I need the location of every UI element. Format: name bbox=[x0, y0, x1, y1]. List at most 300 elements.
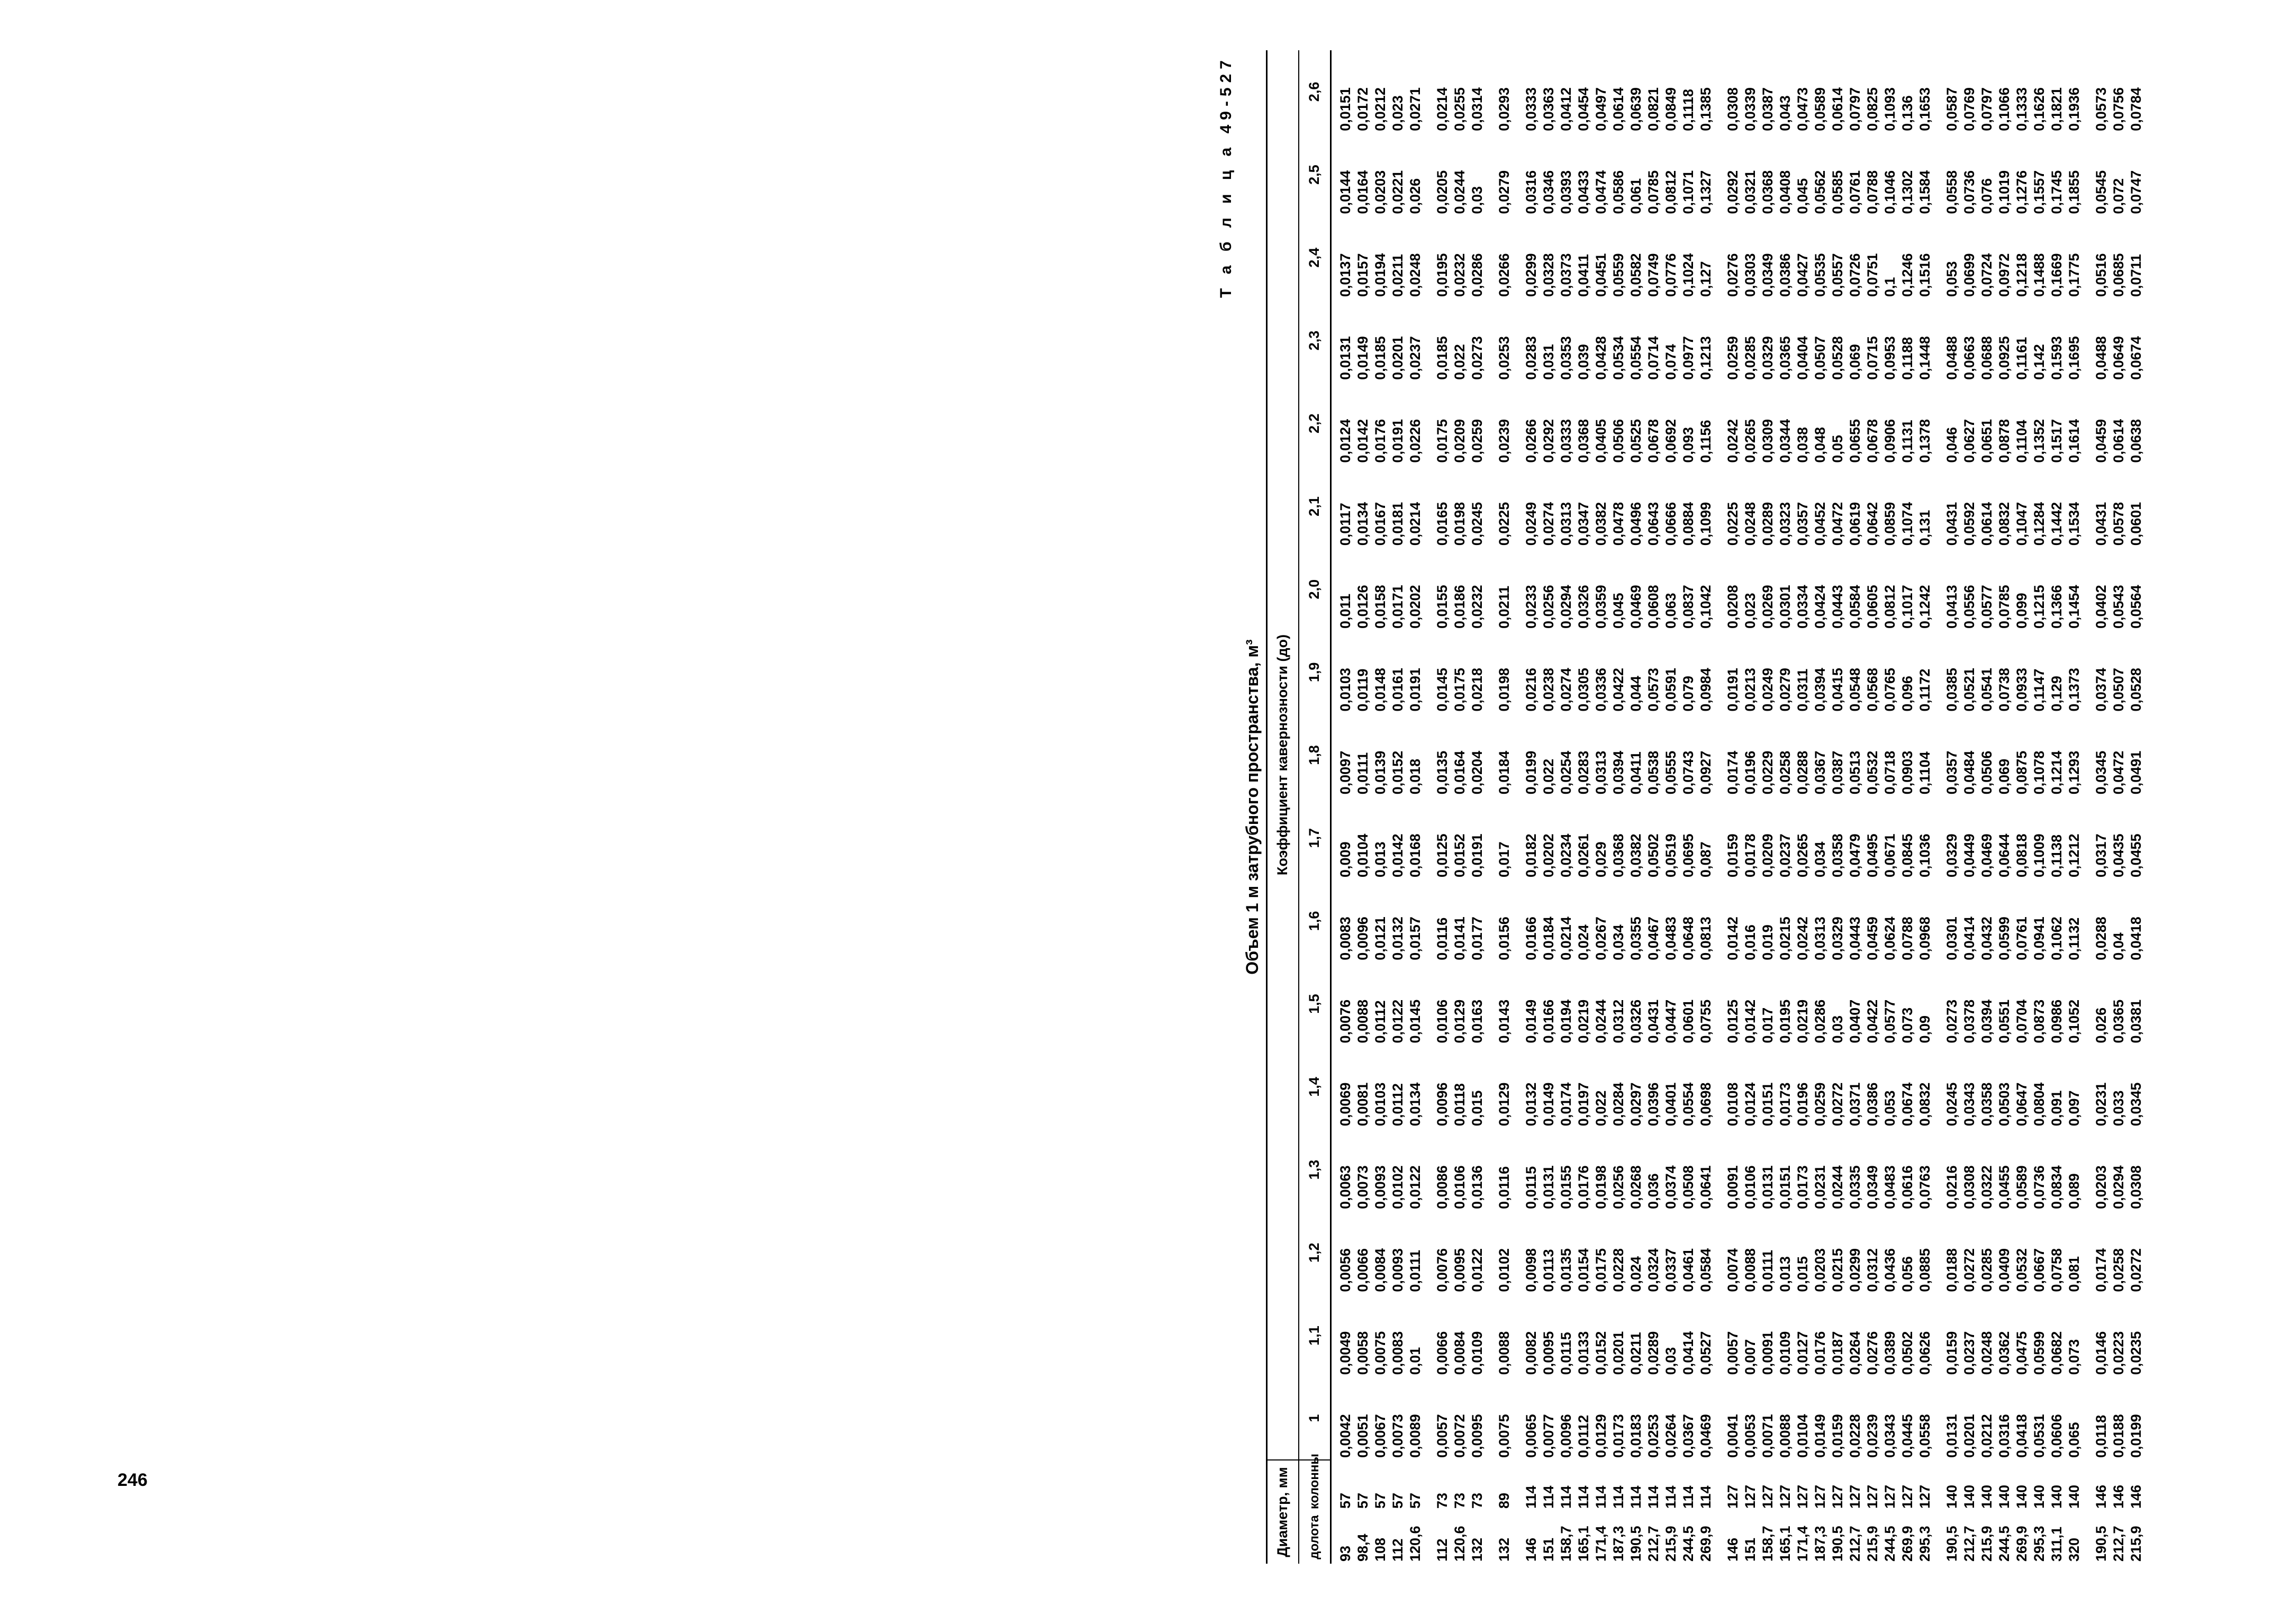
volume-cell: 0,0115 bbox=[1523, 1166, 1539, 1209]
volume-cell: 0,0171 bbox=[1390, 585, 1406, 629]
volume-cell: 0,1131 bbox=[1899, 420, 1915, 463]
coefficient-header: 1,4 bbox=[1299, 1045, 1331, 1128]
volume-cell: 0,0151 bbox=[1777, 1165, 1793, 1209]
volume-cell: 0,0584 bbox=[1847, 585, 1863, 629]
volume-cell: 0,026 bbox=[1407, 178, 1423, 214]
volume-cell: 0,0266 bbox=[1523, 419, 1539, 463]
volume-cell: 0,0527 bbox=[1698, 1331, 1714, 1375]
bit-diameter-cell: 212,7 bbox=[1645, 1526, 1661, 1562]
bit-diameter-cell: 171,4 bbox=[1795, 1526, 1811, 1562]
volume-cell: 0,0927 bbox=[1698, 750, 1714, 795]
coefficient-header: 1,8 bbox=[1299, 714, 1331, 797]
volume-cell: 0,1821 bbox=[2049, 87, 2065, 131]
volume-cell: 0,0333 bbox=[1558, 419, 1574, 463]
volume-cell: 0,0497 bbox=[1593, 87, 1609, 131]
volume-cell: 0,0042 bbox=[1337, 1414, 1353, 1458]
volume-cell: 0,036 bbox=[1645, 1173, 1661, 1209]
volume-cell: 0,0069 bbox=[1337, 1082, 1353, 1127]
volume-cell: 0,0116 bbox=[1496, 1166, 1512, 1209]
volume-cell: 0,0197 bbox=[1576, 1082, 1591, 1127]
volume-cell: 0,0345 bbox=[2093, 750, 2109, 795]
volume-cell: 0,0134 bbox=[1407, 1082, 1423, 1127]
volume-cell: 0,0129 bbox=[1496, 1082, 1512, 1127]
volume-cell: 0,1047 bbox=[2014, 502, 2030, 546]
bit-diameter-cell: 112 bbox=[1390, 1538, 1406, 1562]
table-row bbox=[1680, 50, 1697, 1564]
volume-cell: 0,0381 bbox=[2128, 999, 2144, 1044]
volume-cell: 0,0726 bbox=[1847, 253, 1863, 297]
volume-cell: 0,1366 bbox=[2049, 585, 2065, 629]
bit-diameter-cell: 187,3 bbox=[1610, 1526, 1626, 1562]
volume-cell: 0,0755 bbox=[1698, 999, 1714, 1044]
volume-cell: 0,024 bbox=[1576, 924, 1591, 960]
volume-cell: 0,1352 bbox=[2031, 419, 2047, 463]
volume-cell: 0,0614 bbox=[1830, 87, 1845, 131]
volume-cell: 0,0261 bbox=[1576, 833, 1591, 878]
volume-cell: 0,0587 bbox=[1944, 87, 1960, 131]
volume-cell: 0,0311 bbox=[1795, 668, 1811, 712]
volume-cell: 0,05 bbox=[1830, 435, 1845, 463]
volume-cell: 0,1246 bbox=[1899, 253, 1915, 297]
volume-cell: 0,0274 bbox=[1558, 668, 1574, 712]
volume-cell: 0,0173 bbox=[1777, 1082, 1793, 1127]
bit-diameter-cell: 151 bbox=[1742, 1537, 1758, 1562]
volume-cell: 0,0253 bbox=[1645, 1414, 1661, 1458]
volume-cell: 0,1188 bbox=[1899, 337, 1915, 380]
volume-cell: 0,0229 bbox=[1760, 750, 1776, 795]
volume-cell: 0,0187 bbox=[1830, 1331, 1845, 1375]
volume-cell: 0,0797 bbox=[1847, 87, 1863, 131]
volume-cell: 0,0226 bbox=[1407, 419, 1423, 463]
column-diameter-cell: 127 bbox=[1864, 1484, 1880, 1509]
coefficient-header: 1,9 bbox=[1299, 631, 1331, 714]
volume-cell: 0,0362 bbox=[1996, 1331, 2012, 1375]
volume-cell: 0,0977 bbox=[1680, 336, 1696, 380]
column-diameter-cell: 140 bbox=[1944, 1484, 1960, 1509]
volume-cell: 0,0747 bbox=[2128, 170, 2144, 214]
volume-cell: 0,0265 bbox=[1742, 419, 1758, 463]
volume-cell: 0,1078 bbox=[2031, 750, 2047, 795]
volume-cell: 0,0285 bbox=[1742, 336, 1758, 380]
volume-cell: 0,0173 bbox=[1610, 1414, 1626, 1458]
volume-cell: 0,0112 bbox=[1372, 1000, 1388, 1044]
volume-cell: 0,0323 bbox=[1777, 502, 1793, 546]
volume-cell: 0,0469 bbox=[1698, 1414, 1714, 1458]
volume-cell: 0,0152 bbox=[1452, 833, 1468, 878]
volume-cell: 0,0469 bbox=[1979, 833, 1995, 878]
volume-cell: 0,0592 bbox=[1961, 502, 1977, 546]
volume-cell: 0,0058 bbox=[1355, 1331, 1371, 1375]
column-diameter-cell: 57 bbox=[1372, 1492, 1388, 1509]
volume-cell: 0,0294 bbox=[1558, 585, 1574, 629]
volume-cell: 0,044 bbox=[1628, 676, 1644, 712]
volume-cell: 0,0651 bbox=[1979, 419, 1995, 463]
volume-cell: 0,0067 bbox=[1372, 1414, 1388, 1458]
column-diameter-cell: 89 bbox=[1496, 1492, 1512, 1509]
volume-cell: 0,0233 bbox=[1523, 585, 1539, 629]
volume-cell: 0,0213 bbox=[1742, 668, 1758, 712]
volume-cell: 0,0149 bbox=[1355, 336, 1371, 380]
volume-cell: 0,0081 bbox=[1355, 1082, 1371, 1127]
volume-cell: 0,0619 bbox=[1847, 502, 1863, 546]
volume-cell: 0,0203 bbox=[2093, 1165, 2109, 1209]
volume-cell: 0,1373 bbox=[2066, 668, 2082, 712]
volume-cell: 0,0953 bbox=[1882, 336, 1898, 380]
volume-cell: 0,0418 bbox=[2128, 917, 2144, 960]
volume-cell: 0,0053 bbox=[1742, 1414, 1758, 1458]
bit-diameter-cell: 295,3 bbox=[2031, 1526, 2047, 1562]
column-diameter-cell: 57 bbox=[1355, 1492, 1371, 1509]
volume-cell: 0,0276 bbox=[1864, 1331, 1880, 1375]
volume-cell: 0,0095 bbox=[1452, 1248, 1468, 1292]
volume-cell: 0,0667 bbox=[2031, 1248, 2047, 1292]
volume-cell: 0,016 bbox=[1742, 924, 1758, 960]
volume-cell: 0,0264 bbox=[1847, 1331, 1863, 1375]
volume-cell: 0,0428 bbox=[1593, 336, 1609, 380]
table-row bbox=[1829, 50, 1846, 1564]
column-diameter-header: колонны bbox=[1299, 1460, 1331, 1511]
volume-cell: 0,0321 bbox=[1742, 170, 1758, 214]
volume-cell: 0,0121 bbox=[1372, 917, 1388, 960]
volume-cell: 0,0096 bbox=[1434, 1082, 1450, 1127]
volume-cell: 0,0211 bbox=[1390, 254, 1406, 297]
volume-cell: 0,0292 bbox=[1541, 419, 1556, 463]
volume-cell: 0,0191 bbox=[1390, 419, 1406, 463]
volume-cell: 0,0655 bbox=[1847, 419, 1863, 463]
volume-cell: 0,0104 bbox=[1795, 1414, 1811, 1458]
volume-cell: 0,0336 bbox=[1593, 668, 1609, 712]
table-row bbox=[1610, 50, 1627, 1564]
volume-cell: 0,0072 bbox=[1452, 1414, 1468, 1458]
volume-cell: 0,034 bbox=[1812, 841, 1828, 878]
volume-cell: 0,0484 bbox=[1961, 750, 1977, 795]
volume-cell: 0,0231 bbox=[1812, 1165, 1828, 1209]
volume-cell: 0,0885 bbox=[1917, 1248, 1933, 1292]
volume-cell: 0,0382 bbox=[1628, 833, 1644, 878]
volume-cell: 0,0111 bbox=[1407, 1249, 1423, 1292]
volume-cell: 0,0506 bbox=[1979, 750, 1995, 795]
table-row bbox=[1354, 50, 1372, 1564]
volume-cell: 0,0173 bbox=[1795, 1165, 1811, 1209]
volume-cell: 0,0412 bbox=[1558, 87, 1574, 131]
bit-diameter-cell: 244,5 bbox=[1882, 1526, 1898, 1562]
volume-cell: 0,0784 bbox=[2128, 87, 2144, 131]
bit-diameter-cell: 215,9 bbox=[2128, 1526, 2144, 1562]
volume-cell: 0,0433 bbox=[1576, 170, 1591, 214]
table-row bbox=[1434, 50, 1451, 1564]
volume-cell: 0,0289 bbox=[1645, 1331, 1661, 1375]
volume-cell: 0,0184 bbox=[1496, 750, 1512, 795]
volume-cell: 0,0279 bbox=[1496, 170, 1512, 214]
volume-cell: 0,0496 bbox=[1628, 502, 1644, 546]
volume-cell: 0,0211 bbox=[1628, 1332, 1644, 1375]
volume-cell: 0,0166 bbox=[1541, 999, 1556, 1044]
volume-cell: 0,0343 bbox=[1882, 1414, 1898, 1458]
volume-cell: 0,0188 bbox=[1944, 1248, 1960, 1292]
volume-cell: 0,0191 bbox=[1725, 668, 1741, 712]
volume-cell: 0,0097 bbox=[1337, 750, 1353, 795]
volume-cell: 0,0131 bbox=[1944, 1414, 1960, 1458]
volume-cell: 0,023 bbox=[1742, 593, 1758, 629]
volume-cell: 0,0174 bbox=[1725, 750, 1741, 795]
volume-cell: 0,0258 bbox=[2111, 1248, 2126, 1292]
volume-cell: 0,0145 bbox=[1434, 668, 1450, 712]
volume-cell: 0,0387 bbox=[1760, 87, 1776, 131]
column-diameter-cell: 57 bbox=[1407, 1492, 1423, 1509]
volume-cell: 0,1213 bbox=[1698, 336, 1714, 380]
volume-cell: 0,0194 bbox=[1558, 999, 1574, 1044]
coefficient-header: 1,5 bbox=[1299, 963, 1331, 1046]
volume-cell: 0,0272 bbox=[2128, 1248, 2144, 1292]
volume-cell: 0,0435 bbox=[2111, 833, 2126, 878]
volume-cell: 0,0589 bbox=[1812, 87, 1828, 131]
volume-cell: 0,0495 bbox=[1864, 833, 1880, 878]
table-row bbox=[1540, 50, 1558, 1564]
volume-cell: 0,0084 bbox=[1372, 1248, 1388, 1292]
volume-cell: 0,0149 bbox=[1812, 1414, 1828, 1458]
column-diameter-cell: 73 bbox=[1434, 1492, 1450, 1509]
volume-cell: 0,0678 bbox=[1864, 419, 1880, 463]
volume-cell: 0,0334 bbox=[1795, 585, 1811, 629]
bit-diameter-cell: 132 bbox=[1496, 1537, 1512, 1562]
volume-cell: 0,1448 bbox=[1917, 336, 1933, 380]
volume-cell: 0,0166 bbox=[1523, 917, 1539, 960]
volume-cell: 0,0316 bbox=[1523, 170, 1539, 214]
volume-cell: 0,0203 bbox=[1372, 170, 1388, 214]
table-row bbox=[1916, 50, 1934, 1564]
group-gap bbox=[1486, 50, 1496, 1564]
volume-cell: 0,04 bbox=[2111, 932, 2126, 960]
column-diameter-cell: 57 bbox=[1390, 1492, 1406, 1509]
volume-cell: 0,0198 bbox=[1452, 502, 1468, 546]
column-diameter-cell: 140 bbox=[1961, 1484, 1977, 1509]
coefficient-header: 1 bbox=[1299, 1377, 1331, 1460]
bit-diameter-cell: 244,5 bbox=[1680, 1526, 1696, 1562]
volume-cell: 0,0204 bbox=[1469, 750, 1485, 795]
volume-cell: 0,0698 bbox=[1698, 1082, 1714, 1127]
table-row bbox=[2013, 50, 2031, 1564]
volume-cell: 0,0556 bbox=[1961, 585, 1977, 629]
volume-cell: 0,0788 bbox=[1899, 917, 1915, 960]
volume-cell: 0,0393 bbox=[1558, 170, 1574, 214]
bit-diameter-cell: 158,7 bbox=[1558, 1526, 1574, 1562]
volume-cell: 0,0343 bbox=[1961, 1082, 1977, 1127]
volume-cell: 0,0244 bbox=[1452, 170, 1468, 214]
volume-cell: 0,099 bbox=[2014, 593, 2030, 629]
volume-cell: 0,0472 bbox=[2111, 750, 2126, 795]
volume-cell: 0,0616 bbox=[1899, 1165, 1915, 1209]
table-row bbox=[1996, 50, 2013, 1564]
volume-cell: 0,045 bbox=[1610, 593, 1626, 629]
volume-cell: 0,129 bbox=[2049, 676, 2065, 712]
table-row bbox=[1645, 50, 1662, 1564]
volume-cell: 0,0355 bbox=[1628, 917, 1644, 960]
volume-cell: 0,0455 bbox=[1996, 1165, 2012, 1209]
volume-cell: 0,0711 bbox=[2128, 254, 2144, 297]
volume-cell: 0,0436 bbox=[1882, 1248, 1898, 1292]
volume-cell: 0,0409 bbox=[1996, 1248, 2012, 1292]
volume-cell: 0,0155 bbox=[1558, 1165, 1574, 1209]
volume-cell: 0,0373 bbox=[1558, 253, 1574, 297]
volume-cell: 0,0378 bbox=[1961, 999, 1977, 1044]
volume-cell: 0,0159 bbox=[1725, 833, 1741, 878]
volume-cell: 0,1099 bbox=[1698, 502, 1714, 546]
volume-cell: 0,0849 bbox=[1663, 87, 1679, 131]
volume-cell: 0,0461 bbox=[1680, 1248, 1696, 1292]
volume-cell: 0,1327 bbox=[1698, 170, 1714, 214]
volume-cell: 0,0483 bbox=[1663, 917, 1679, 960]
volume-cell: 0,0154 bbox=[1576, 1248, 1591, 1292]
volume-cell: 0,0106 bbox=[1434, 999, 1450, 1044]
volume-cell: 0,0286 bbox=[1812, 999, 1828, 1044]
volume-cell: 0,0322 bbox=[1979, 1165, 1995, 1209]
volume-cell: 0,03 bbox=[1663, 1347, 1679, 1375]
volume-cell: 0,0564 bbox=[2128, 585, 2144, 629]
volume-cell: 0,0834 bbox=[2049, 1165, 2065, 1209]
volume-cell: 0,0288 bbox=[2093, 917, 2109, 960]
volume-cell: 0,0248 bbox=[1742, 502, 1758, 546]
coefficient-header: 2,3 bbox=[1299, 299, 1331, 382]
volume-cell: 0,0093 bbox=[1390, 1248, 1406, 1292]
volume-cell: 0,0122 bbox=[1407, 1165, 1423, 1209]
volume-cell: 0,0797 bbox=[1979, 87, 1995, 131]
volume-cell: 0,0271 bbox=[1407, 87, 1423, 131]
volume-cell: 0,1161 bbox=[2014, 337, 2030, 380]
volume-cell: 0,0248 bbox=[1979, 1331, 1995, 1375]
volume-cell: 0,0508 bbox=[1680, 1165, 1696, 1209]
volume-cell: 0,0142 bbox=[1355, 419, 1371, 463]
column-diameter-cell: 140 bbox=[2049, 1484, 2065, 1509]
volume-cell: 0,0385 bbox=[1944, 668, 1960, 712]
volume-cell: 0,007 bbox=[1742, 1339, 1758, 1375]
volume-cell: 0,0096 bbox=[1558, 1414, 1574, 1458]
volume-cell: 0,0071 bbox=[1760, 1414, 1776, 1458]
volume-cell: 0,0106 bbox=[1742, 1165, 1758, 1209]
volume-cell: 0,0293 bbox=[1496, 87, 1512, 131]
volume-table bbox=[1266, 50, 2145, 1564]
column-diameter-cell: 127 bbox=[1847, 1484, 1863, 1509]
volume-cell: 0,0884 bbox=[1680, 502, 1696, 546]
volume-cell: 0,0124 bbox=[1337, 419, 1353, 463]
volume-cell: 0,0216 bbox=[1944, 1165, 1960, 1209]
table-row bbox=[1961, 50, 1978, 1564]
column-diameter-cell: 140 bbox=[2031, 1484, 2047, 1509]
volume-cell: 0,0718 bbox=[1882, 750, 1898, 795]
volume-cell: 0,0082 bbox=[1523, 1331, 1539, 1375]
volume-cell: 0,0367 bbox=[1812, 750, 1828, 795]
volume-cell: 0,0175 bbox=[1434, 419, 1450, 463]
volume-cell: 0,0878 bbox=[1996, 419, 2012, 463]
volume-cell: 0,0253 bbox=[1496, 336, 1512, 380]
volume-cell: 0,0164 bbox=[1452, 750, 1468, 795]
volume-cell: 0,0051 bbox=[1355, 1414, 1371, 1458]
volume-cell: 0,0335 bbox=[1847, 1165, 1863, 1209]
volume-cell: 0,0205 bbox=[1434, 170, 1450, 214]
table-row bbox=[1627, 50, 1645, 1564]
volume-cell: 0,0692 bbox=[1663, 419, 1679, 463]
volume-cell: 0,069 bbox=[1996, 758, 2012, 795]
volume-cell: 0,0906 bbox=[1882, 419, 1898, 463]
volume-cell: 0,0219 bbox=[1795, 999, 1811, 1044]
volume-cell: 0,0605 bbox=[1864, 585, 1880, 629]
volume-cell: 0,0133 bbox=[1576, 1331, 1591, 1375]
volume-cell: 0,015 bbox=[1795, 1256, 1811, 1292]
volume-cell: 0,0103 bbox=[1372, 1082, 1388, 1127]
volume-cell: 0,0176 bbox=[1576, 1165, 1591, 1209]
volume-cell: 0,0143 bbox=[1496, 999, 1512, 1044]
volume-cell: 0,0074 bbox=[1725, 1248, 1741, 1292]
volume-cell: 0,1242 bbox=[1917, 585, 1933, 629]
volume-cell: 0,0557 bbox=[1830, 253, 1845, 297]
volume-cell: 0,0111 bbox=[1355, 752, 1371, 795]
volume-cell: 0,1653 bbox=[1917, 87, 1933, 131]
column-diameter-cell: 140 bbox=[1996, 1484, 2012, 1509]
column-diameter-cell: 127 bbox=[1812, 1484, 1828, 1509]
table-row bbox=[1469, 50, 1486, 1564]
volume-cell: 0,072 bbox=[2111, 178, 2126, 214]
volume-cell: 0,0186 bbox=[1452, 585, 1468, 629]
volume-cell: 0,0142 bbox=[1725, 917, 1741, 960]
volume-cell: 0,0237 bbox=[1777, 833, 1793, 878]
volume-cell: 0,0266 bbox=[1496, 253, 1512, 297]
volume-cell: 0,0167 bbox=[1372, 502, 1388, 546]
volume-cell: 0,069 bbox=[1847, 344, 1863, 380]
volume-cell: 0,0191 bbox=[1407, 668, 1423, 712]
volume-cell: 0,0259 bbox=[1812, 1082, 1828, 1127]
volume-cell: 0,0195 bbox=[1777, 999, 1793, 1044]
volume-cell: 0,0788 bbox=[1864, 170, 1880, 214]
volume-cell: 0,0066 bbox=[1434, 1331, 1450, 1375]
volume-cell: 0,0168 bbox=[1407, 833, 1423, 878]
column-diameter-cell: 127 bbox=[1830, 1484, 1845, 1509]
column-diameter-cell: 140 bbox=[2014, 1484, 2030, 1509]
volume-cell: 0,0534 bbox=[1610, 336, 1626, 380]
group-gap-cell bbox=[1486, 50, 1496, 1564]
column-diameter-cell: 140 bbox=[2066, 1484, 2082, 1509]
volume-cell: 0,0541 bbox=[1979, 668, 1995, 712]
volume-cell: 0,0112 bbox=[1576, 1414, 1591, 1458]
bit-diameter-cell: 215,9 bbox=[1864, 1526, 1880, 1562]
volume-cell: 0,0214 bbox=[1558, 917, 1574, 960]
volume-cell: 0,0329 bbox=[1830, 917, 1845, 960]
volume-cell: 0,0903 bbox=[1899, 750, 1915, 795]
group-gap bbox=[1513, 50, 1523, 1564]
volume-cell: 0,0116 bbox=[1434, 917, 1450, 960]
volume-cell: 0,0349 bbox=[1864, 1165, 1880, 1209]
volume-cell: 0,0313 bbox=[1593, 750, 1609, 795]
volume-cell: 0,0431 bbox=[2093, 502, 2109, 546]
bit-diameter-cell: 215,9 bbox=[1979, 1526, 1995, 1562]
volume-cell: 0,0455 bbox=[2128, 833, 2144, 878]
column-diameter-cell: 114 bbox=[1680, 1485, 1696, 1509]
volume-cell: 0,0088 bbox=[1355, 999, 1371, 1044]
volume-cell: 0,0358 bbox=[1979, 1082, 1995, 1127]
volume-cell: 0,0479 bbox=[1847, 833, 1863, 878]
volume-cell: 0,013 bbox=[1372, 841, 1388, 878]
volume-cell: 0,0531 bbox=[2031, 1414, 2047, 1458]
table-row bbox=[1523, 50, 1540, 1564]
volume-cell: 0,0608 bbox=[1645, 585, 1661, 629]
column-diameter-cell: 114 bbox=[1698, 1485, 1714, 1509]
volume-cell: 0,0638 bbox=[2128, 419, 2144, 463]
volume-cell: 0,0736 bbox=[2031, 1165, 2047, 1209]
volume-cell: 0,0525 bbox=[1628, 419, 1644, 463]
volume-cell: 0,0825 bbox=[1864, 87, 1880, 131]
bit-diameter-cell: 165,1 bbox=[1777, 1526, 1793, 1562]
bit-diameter-cell: 187,3 bbox=[1812, 1526, 1828, 1562]
volume-cell: 0,0459 bbox=[2093, 419, 2109, 463]
volume-cell: 0,0503 bbox=[1996, 1082, 2012, 1127]
